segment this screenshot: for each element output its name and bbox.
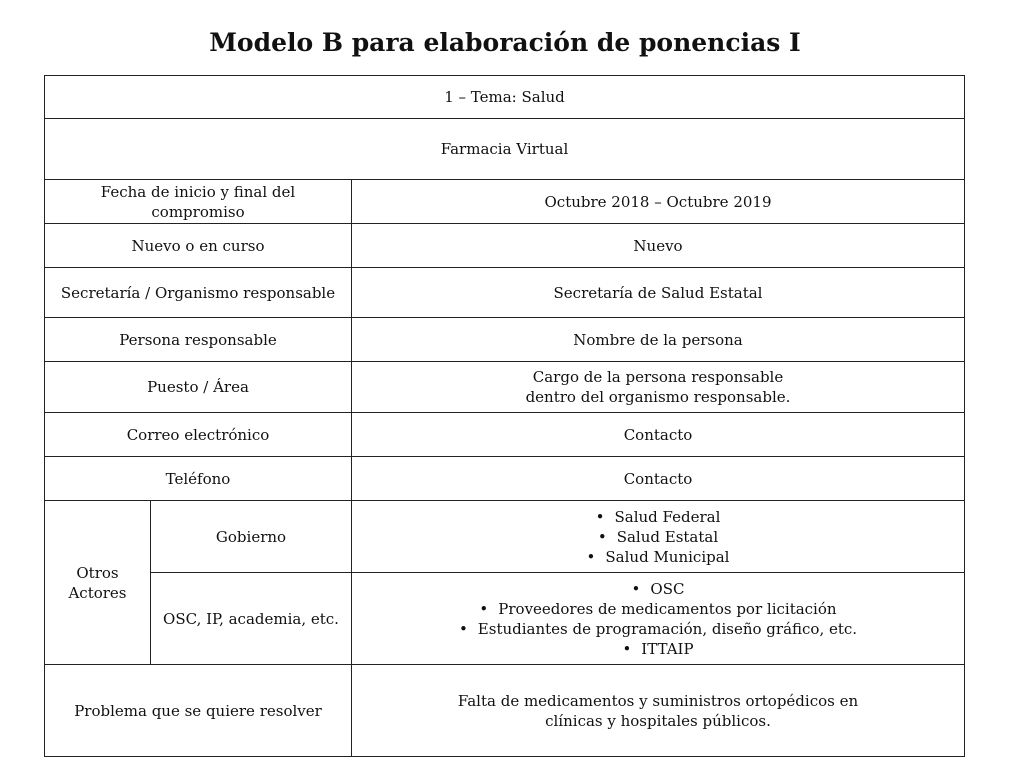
table-row-gobierno: [45, 501, 965, 573]
list-item: • Estudiantes de programación, diseño gráfico, etc.: [360, 619, 956, 639]
correo-value: Contacto: [352, 413, 965, 457]
puesto-value: Cargo de la persona responsable dentro del organismo responsable.: [352, 362, 965, 413]
list-item: • Salud Federal: [360, 507, 956, 527]
list-item: • Salud Estatal: [360, 527, 956, 547]
table-row-persona: [45, 318, 965, 362]
osc-list: [360, 579, 956, 659]
otros-actores-label: Otros Actores: [45, 501, 151, 665]
osc-list-cell: [352, 573, 965, 665]
correo-label: Correo electrónico: [45, 413, 352, 457]
tema-cell: 1 – Tema: Salud: [45, 76, 965, 119]
table-row-problema: [45, 665, 965, 757]
proposal-table: [44, 75, 965, 757]
table-row-proyecto: [45, 119, 965, 180]
secretaria-label: Secretaría / Organismo responsable: [45, 268, 352, 318]
puesto-label: Puesto / Área: [45, 362, 352, 413]
list-item: • ITTAIP: [360, 639, 956, 659]
fecha-value: Octubre 2018 – Octubre 2019: [352, 180, 965, 224]
table-row-osc: [45, 573, 965, 665]
problema-value: Falta de medicamentos y suministros ortopédicos en clínicas y hospitales públicos.: [352, 665, 965, 757]
persona-label: Persona responsable: [45, 318, 352, 362]
table-row-correo: [45, 413, 965, 457]
table-row-puesto: [45, 362, 965, 413]
list-item: • Salud Municipal: [360, 547, 956, 567]
osc-label: OSC, IP, academia, etc.: [151, 573, 352, 665]
telefono-label: Teléfono: [45, 457, 352, 501]
fecha-label: Fecha de inicio y final del compromiso: [45, 180, 352, 224]
gobierno-list-cell: [352, 501, 965, 573]
table-row-tema: [45, 76, 965, 119]
gobierno-list: [360, 507, 956, 567]
estado-value: Nuevo: [352, 224, 965, 268]
estado-label: Nuevo o en curso: [45, 224, 352, 268]
problema-label: Problema que se quiere resolver: [45, 665, 352, 757]
gobierno-label: Gobierno: [151, 501, 352, 573]
secretaria-value: Secretaría de Salud Estatal: [352, 268, 965, 318]
telefono-value: Contacto: [352, 457, 965, 501]
list-item: • Proveedores de medicamentos por licitación: [360, 599, 956, 619]
table-row-secretaria: [45, 268, 965, 318]
table-row-estado: [45, 224, 965, 268]
proyecto-cell: Farmacia Virtual: [45, 119, 965, 180]
table-row-fecha: [45, 180, 965, 224]
document-title: Modelo B para elaboración de ponencias I: [209, 28, 801, 57]
persona-value: Nombre de la persona: [352, 318, 965, 362]
list-item: • OSC: [360, 579, 956, 599]
table-row-telefono: [45, 457, 965, 501]
